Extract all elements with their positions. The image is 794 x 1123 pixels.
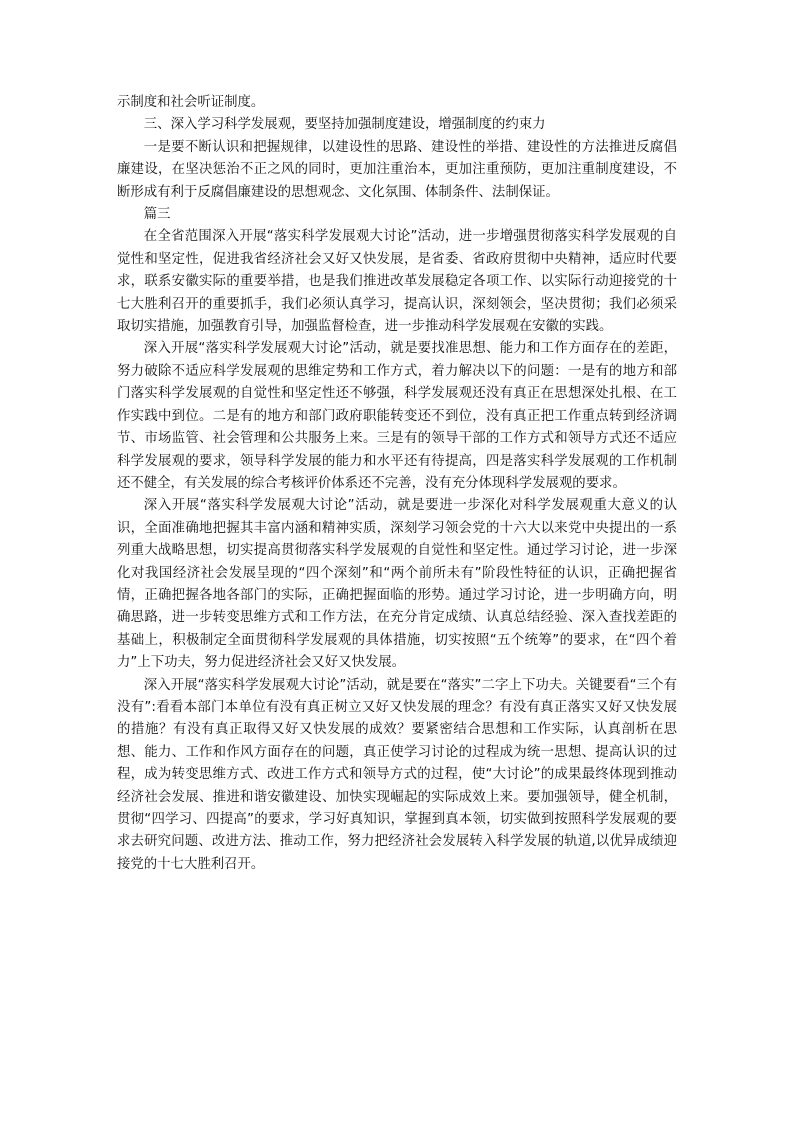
paragraph-8: 深入开展“落实科学发展观大讨论”活动，就是要在“落实”二字上下功夫。关键要看“三个有没有”:看看本部门本单位有没有真正树立又好又快发展的理念？有没有真正落实又好又快发展的措施？有没有真正取得又好又快发展的成效？要紧密结合思想和工作实际，认真剖析在思想、能力、工作和作风方面存在的问题，真正使学习讨论的过程成为统一思想、提高认识的过程，成为转变思维方式、改进工作方式和领导方式的过程，使“大讨论”的成果最终体现到推动经济社会发展、推进和谐安徽建设、加快实现崛起的实际成效上来。要加强领导，健全机制，贯彻“四学习、四提高”的要求，学习好真知识，掌握到真本领，切实做到按照科学发展观的要求去研究问题、改进方法、推动工作，努力把经济社会发展转入科学发展的轨道,以优异成绩迎接党的十七大胜利召开。 xyxy=(117,677,677,872)
part-heading: 篇三 xyxy=(143,207,171,223)
paragraph-5: 在全省范围深入开展“落实科学发展观大讨论”活动，进一步增强贯彻落实科学发展观的自觉性和坚定性，促进我省经济社会又好又快发展，是省委、省政府贯彻中央精神，适应时代要求，联系安徽实际的重要举措，也是我们推进改革发展稳定各项工作、以实际行动迎接党的十七大胜利召开的重要抓手，我们必须认真学习，提高认识，深刻领会，坚决贯彻；我们必须采取切实措施，加强教育引导，加强监督检查，进一步推动科学发展观在安徽的实践。 xyxy=(117,229,677,335)
section-heading-3: 三、深入学习科学发展观，要坚持加强制度建设，增强制度的约束力 xyxy=(143,117,546,133)
document-page xyxy=(117,92,677,876)
paragraph-6: 深入开展“落实科学发展观大讨论”活动，就是要找准思想、能力和工作方面存在的差距，努力破除不适应科学发展观的思维定势和工作方式，着力解决以下的问题：一是有的地方和部门落实科学发展观的自觉性和坚定性还不够强，科学发展观还没有真正在思想深处扎根、在工作实践中到位。二是有的地方和部门政府职能转变还不到位，没有真正把工作重点转到经济调节、市场监管、社会管理和公共服务上来。三是有的领导干部的工作方式和领导方式还不适应科学发展观的要求，领导科学发展的能力和水平还有待提高，四是落实科学发展观的工作机制还不健全，有关发展的综合考核评价体系还不完善，没有充分体现科学发展观的要求。 xyxy=(117,341,677,491)
paragraph-3: 一是要不断认识和把握规律，以建设性的思路、建设性的举措、建设性的方法推进反腐倡廉建设，在坚决惩治不正之风的同时，更加注重治本，更加注重预防，更加注重制度建设，不断形成有利于反腐倡廉建设的思想观念、文化氛围、体制条件、法制保证。 xyxy=(117,139,677,200)
paragraph-7: 深入开展“落实科学发展观大讨论”活动，就是要进一步深化对科学发展观重大意义的认识，全面准确地把握其丰富内涵和精神实质，深刻学习领会党的十六大以来党中央提出的一系列重大战略思想，切实提高贯彻落实科学发展观的自觉性和坚定性。通过学习讨论，进一步深化对我国经济社会发展呈现的“四个深刻”和“两个前所未有”阶段性特征的认识，正确把握省情，正确把握各地各部门的实际，正确把握面临的形势。通过学习讨论，进一步明确方向，明确思路，进一步转变思维方式和工作方法，在充分肯定成绩、认真总结经验、深入查找差距的基础上，积极制定全面贯彻科学发展观的具体措施，切实按照“五个统筹”的要求，在“四个着力”上下功夫，努力促进经济社会又好又快发展。 xyxy=(117,498,677,671)
paragraph-1: 示制度和社会听证制度。 xyxy=(117,95,265,110)
